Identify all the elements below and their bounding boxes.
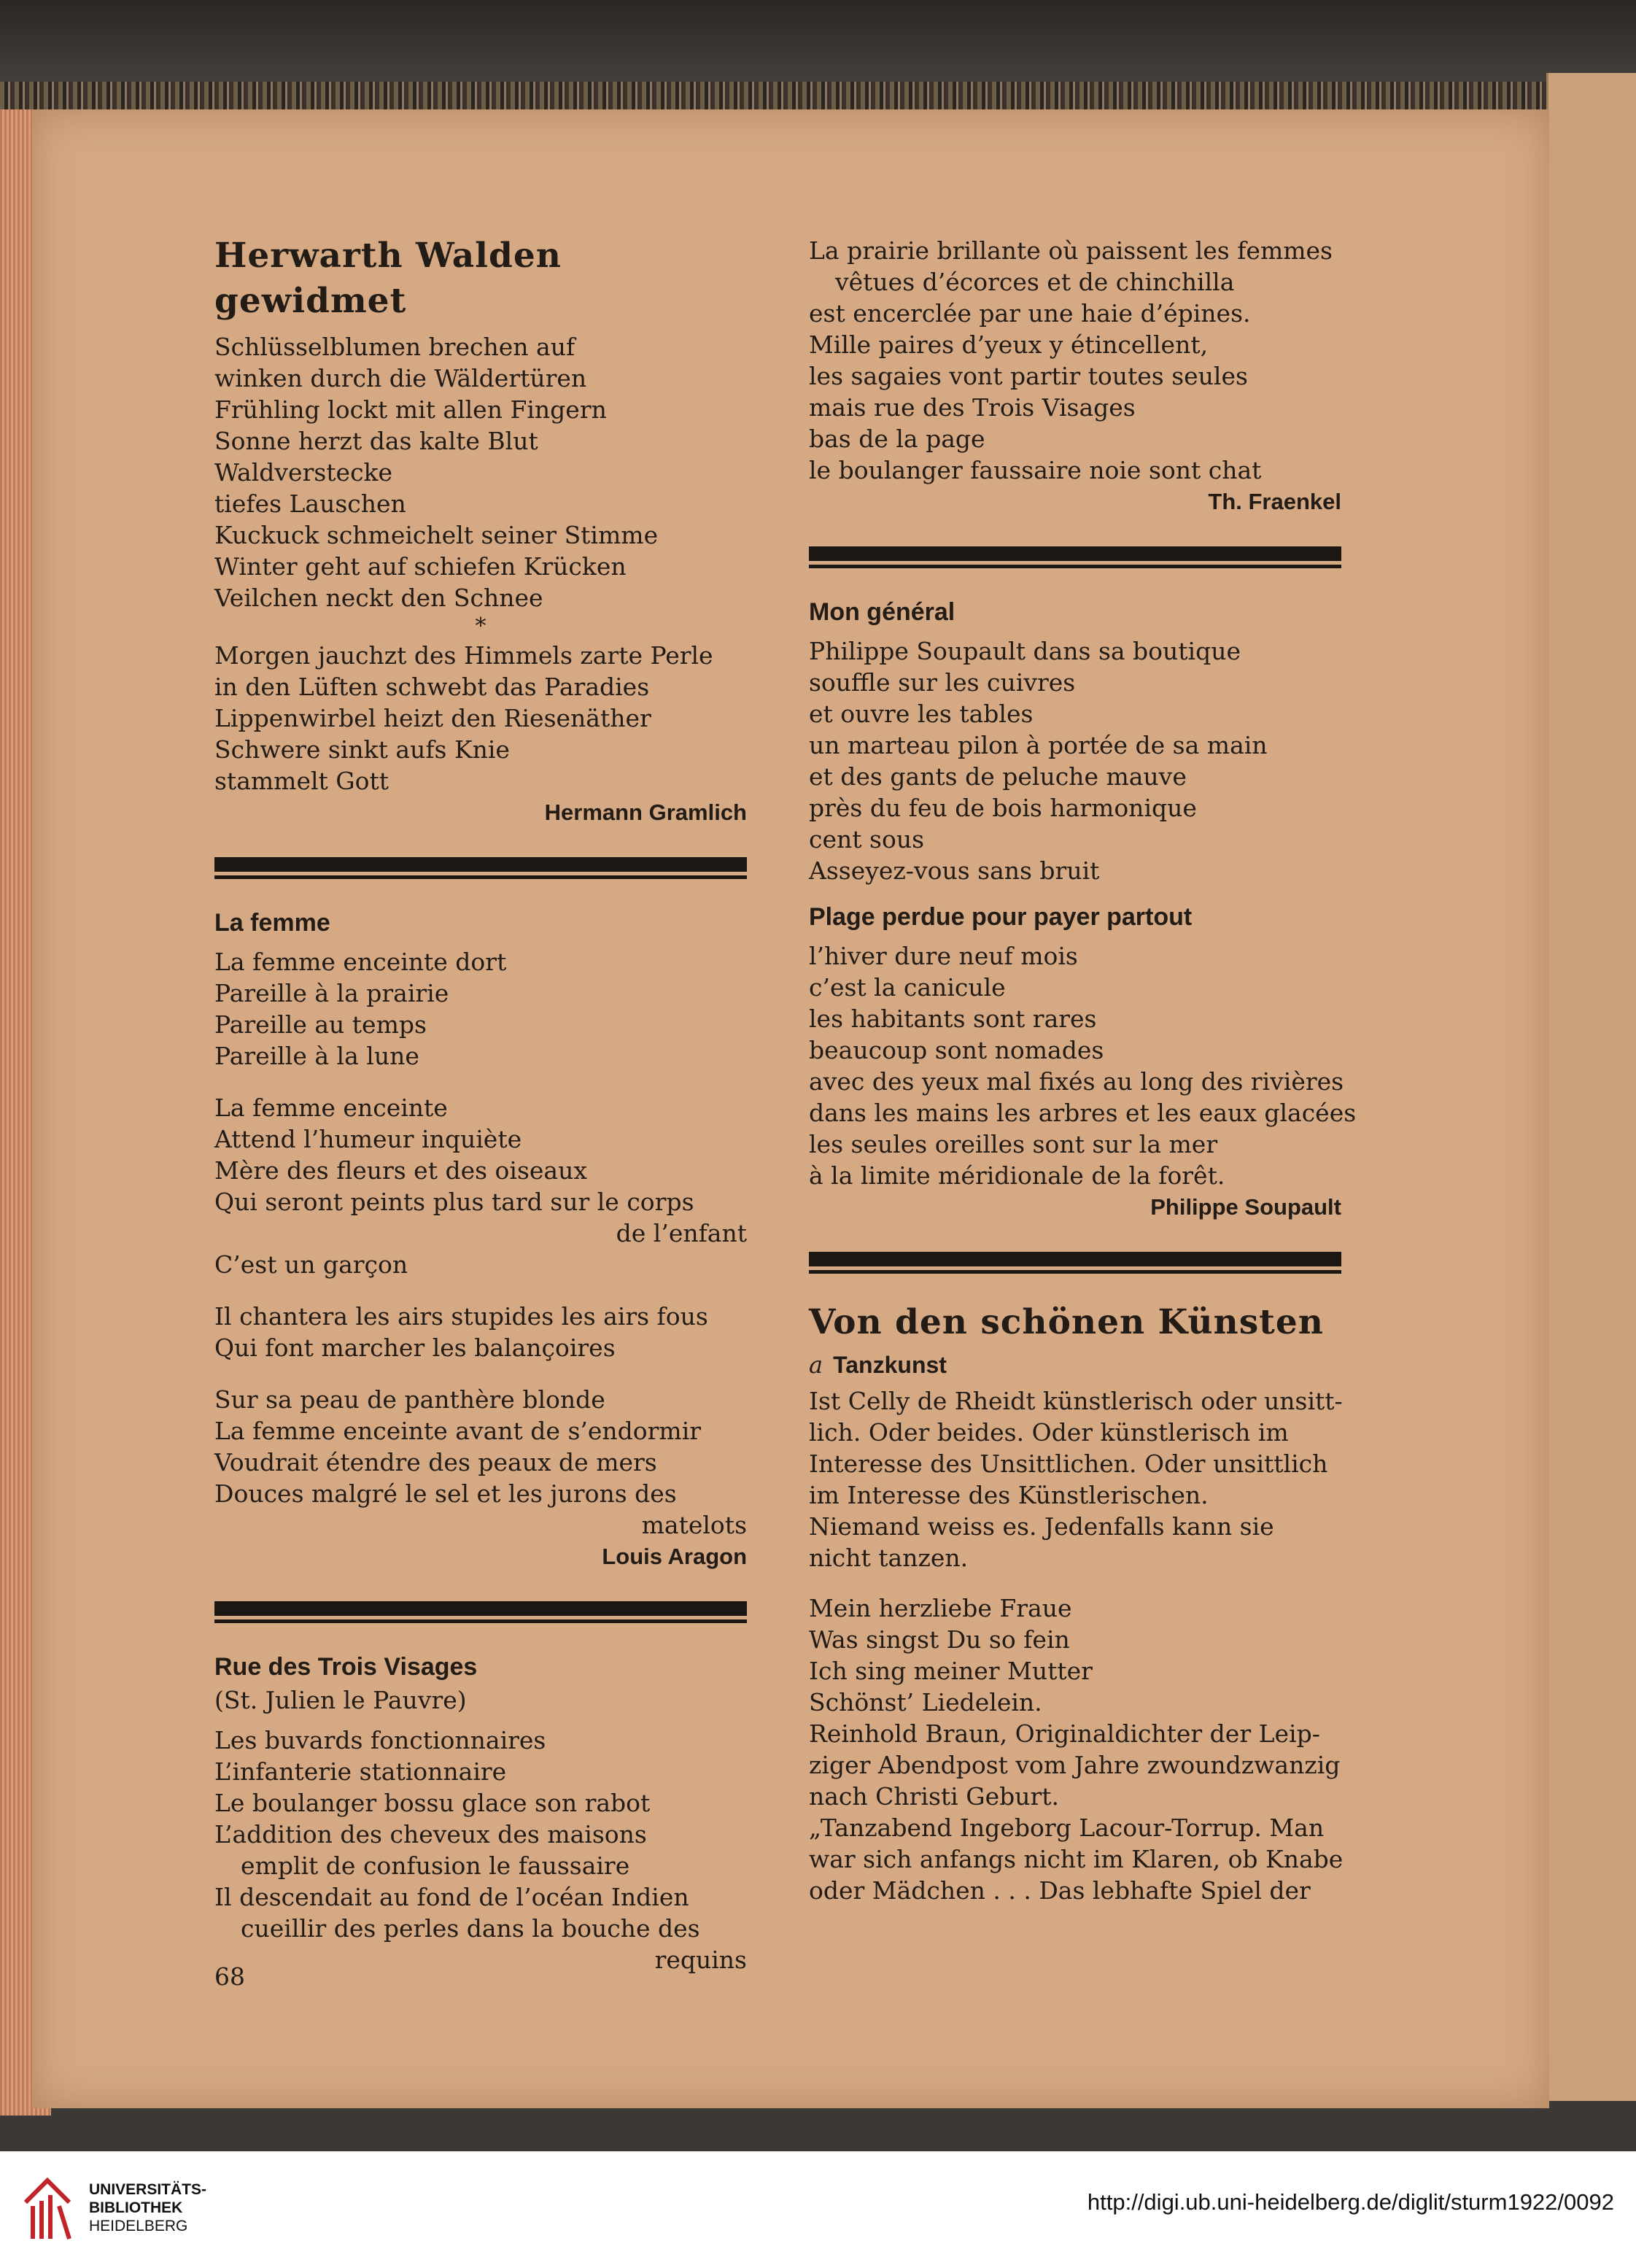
text-line: war sich anfangs nicht im Klaren, ob Knabe	[809, 1845, 1344, 1873]
poem-line: les sagaies vont partir toutes seules	[809, 362, 1248, 390]
book-binding	[0, 82, 1636, 111]
library-name-line: BIBLIOTHEK	[89, 2199, 183, 2216]
poem-stanza	[214, 1092, 747, 1280]
poem-line: Voudrait étendre des peaux de mers	[214, 1448, 657, 1476]
poem-line: tiefes Lauschen	[214, 489, 406, 518]
poem-line: Il descendait au fond de l’océan Indien	[214, 1883, 689, 1911]
poem-line: Pareille à la lune	[214, 1042, 419, 1070]
poem-line: cueillir des perles dans la bouche des	[241, 1914, 700, 1943]
poem-line: à la limite méridionale de la forêt.	[809, 1161, 1225, 1190]
poem-line: Frühling lockt mit allen Fingern	[214, 395, 607, 424]
library-name-line: HEIDELBERG	[89, 2218, 188, 2234]
poem-subtitle: (St. Julien le Pauvre)	[214, 1686, 467, 1714]
poem-line: mais rue des Trois Visages	[809, 393, 1136, 422]
poem-line: Sur sa peau de panthère blonde	[214, 1385, 605, 1414]
poem-author: Louis Aragon	[602, 1544, 747, 1569]
poem-title-rue-des-trois-visages: Rue des Trois Visages	[214, 1653, 478, 1681]
poem-line: Veilchen neckt den Schnee	[214, 584, 543, 612]
poem-title-mon-general: Mon général	[809, 598, 955, 626]
poem-title-plage-perdue: Plage perdue pour payer partout	[809, 903, 1193, 931]
poem-line: Schlüsselblumen brechen auf	[214, 333, 575, 361]
text-line: nicht tanzen.	[809, 1544, 969, 1572]
poem-stanza	[809, 235, 1341, 486]
poem-line: près du feu de bois harmonique	[809, 794, 1197, 822]
poem-line: Winter geht auf schiefen Krücken	[214, 552, 627, 581]
right-column	[809, 235, 1357, 1906]
poem-title-la-femme: La femme	[214, 909, 330, 937]
poem-stanza	[809, 940, 1357, 1191]
essay-verse	[809, 1592, 1341, 1718]
poem-line: La femme enceinte	[214, 1094, 448, 1122]
poem-line: La femme enceinte dort	[214, 948, 507, 976]
poem-line: Philippe Soupault dans sa boutique	[809, 637, 1241, 665]
section-rule	[809, 546, 1341, 568]
poem-author: Th. Fraenkel	[1208, 489, 1341, 514]
poem-line: Pareille au temps	[214, 1010, 427, 1039]
poem-stanza	[214, 1384, 747, 1541]
poem-line: beaucoup sont nomades	[809, 1036, 1104, 1064]
poem-line: avec des yeux mal fixés au long des rivières	[809, 1067, 1344, 1096]
poem-title-herwarth-walden: Herwarth Walden gewidmet	[214, 236, 562, 321]
text-line: Niemand weiss es. Jedenfalls kann sie	[809, 1512, 1274, 1541]
poem-line: Kuckuck schmeichelt seiner Stimme	[214, 521, 659, 549]
essay-paragraph	[809, 1385, 1341, 1511]
text-line: oder Mädchen . . . Das lebhafte Spiel der	[809, 1876, 1311, 1905]
poem-stanza	[214, 946, 747, 1072]
poem-line: Mère des fleurs et des oiseaux	[214, 1156, 587, 1185]
text-line: „Tanzabend Ingeborg Lacour-Torrup. Man	[809, 1814, 1325, 1842]
poem-line: et ouvre les tables	[809, 700, 1034, 728]
poem-line: les habitants sont rares	[809, 1005, 1097, 1033]
section-heading	[809, 1350, 1341, 1381]
poem-line: Morgen jauchzt des Himmels zarte Perle	[214, 641, 713, 670]
asterisk-divider: *	[475, 614, 486, 639]
poem-line: Lippenwirbel heizt den Riesenäther	[214, 704, 651, 732]
page-number: 68	[214, 1962, 245, 1991]
poem-line: stammelt Gott	[214, 767, 389, 795]
poem-line: est encerclée par une haie d’épines.	[809, 299, 1251, 328]
left-column	[214, 233, 747, 1975]
poem-line: cent sous	[809, 825, 925, 854]
essay-title: Von den schönen Künsten	[809, 1302, 1324, 1342]
footer-bar	[0, 2151, 1636, 2268]
essay-paragraph	[809, 1718, 1344, 1906]
poem-line: dans les mains les arbres et les eaux glacées	[809, 1099, 1357, 1127]
section-rule	[214, 857, 747, 879]
poem-line: La prairie brillante où paissent les femmes	[809, 236, 1333, 265]
section-rule	[214, 1601, 747, 1623]
source-url-link[interactable]: http://digi.ub.uni-heidelberg.de/diglit/sturm1922/0092	[1087, 2189, 1614, 2215]
poem-stanza	[214, 1301, 747, 1363]
text-line: Ich sing meiner Mutter	[809, 1657, 1093, 1685]
poem-line: emplit de confusion le faussaire	[241, 1851, 630, 1880]
poem-line: c’est la canicule	[809, 973, 1006, 1002]
poem-line: Schwere sinkt aufs Knie	[214, 735, 510, 764]
poem-line: La femme enceinte avant de s’endormir	[214, 1417, 702, 1445]
poem-line: et des gants de peluche mauve	[809, 762, 1187, 791]
poem-line: C’est un garçon	[214, 1250, 408, 1279]
poem-line: Qui seront peints plus tard sur le corps	[214, 1188, 694, 1216]
poem-line: in den Lüften schwebt das Paradies	[214, 673, 650, 701]
text-line: Interesse des Unsittlichen. Oder unsittlich	[809, 1450, 1328, 1478]
poem-line: L’infanterie stationnaire	[214, 1757, 507, 1786]
poem-line: winken durch die Wäldertüren	[214, 364, 587, 392]
library-name-line: UNIVERSITÄTS-	[89, 2181, 207, 2198]
text-line: lich. Oder beides. Oder künstlerisch im	[809, 1418, 1289, 1447]
poem-line: Asseyez-vous sans bruit	[809, 856, 1100, 885]
poem-line: matelots	[641, 1511, 747, 1539]
poem-line: l’hiver dure neuf mois	[809, 942, 1078, 970]
section-title: Tanzkunst	[833, 1352, 947, 1378]
poem-line: Il chantera les airs stupides les airs fous	[214, 1302, 708, 1331]
text-line: ziger Abendpost vom Jahre zwoundzwanzig	[809, 1751, 1341, 1779]
poem-line: Attend l’humeur inquiète	[214, 1125, 522, 1153]
section-rule	[809, 1252, 1341, 1274]
poem-line: Douces malgré le sel et les jurons des	[214, 1479, 677, 1508]
poem-line: souffle sur les cuivres	[809, 668, 1076, 697]
poem-line: le boulanger faussaire noie sont chat	[809, 456, 1262, 484]
poem-line: les seules oreilles sont sur la mer	[809, 1130, 1218, 1158]
poem-line: bas de la page	[809, 425, 985, 453]
poem-line: vêtues d’écorces et de chinchilla	[835, 268, 1235, 296]
text-line: Ist Celly de Rheidt künstlerisch oder unsitt-	[809, 1387, 1343, 1415]
poem-line: un marteau pilon à portée de sa main	[809, 731, 1268, 759]
essay-paragraph	[809, 1511, 1341, 1574]
poem-line: Sonne herzt das kalte Blut	[214, 427, 538, 455]
poem-line: Pareille à la prairie	[214, 979, 449, 1007]
text-line: im Interesse des Künstlerischen.	[809, 1481, 1209, 1509]
poem-author: Hermann Gramlich	[544, 800, 747, 825]
facing-page-edge	[1546, 73, 1636, 2101]
text-line: Schönst’ Liedelein.	[809, 1688, 1042, 1717]
poem-line: requins	[654, 1946, 747, 1974]
section-letter: a	[809, 1351, 823, 1379]
poem-line: de l’enfant	[616, 1219, 747, 1247]
book-page	[32, 109, 1549, 2108]
poem-line: Waldverstecke	[214, 458, 393, 487]
poem-line: Les buvards fonctionnaires	[214, 1726, 546, 1754]
poem-line: L’addition des cheveux des maisons	[214, 1820, 647, 1849]
text-line: Reinhold Braun, Originaldichter der Leip-	[809, 1719, 1320, 1748]
text-line: nach Christi Geburt.	[809, 1782, 1060, 1811]
poem-line: Mille paires d’yeux y étincellent,	[809, 330, 1209, 359]
library-logo-icon	[18, 2173, 77, 2246]
text-line: Was singst Du so fein	[809, 1625, 1070, 1654]
poem-author: Philippe Soupault	[1150, 1194, 1341, 1220]
library-name	[89, 2180, 206, 2235]
poem-stanza	[214, 640, 747, 797]
poem-line: Qui font marcher les balançoires	[214, 1334, 616, 1362]
poem-stanza	[214, 1725, 747, 1975]
poem-stanza	[809, 635, 1341, 886]
poem-stanza	[214, 331, 747, 614]
text-line: Mein herzliebe Fraue	[809, 1594, 1072, 1622]
poem-line: Le boulanger bossu glace son rabot	[214, 1789, 651, 1817]
